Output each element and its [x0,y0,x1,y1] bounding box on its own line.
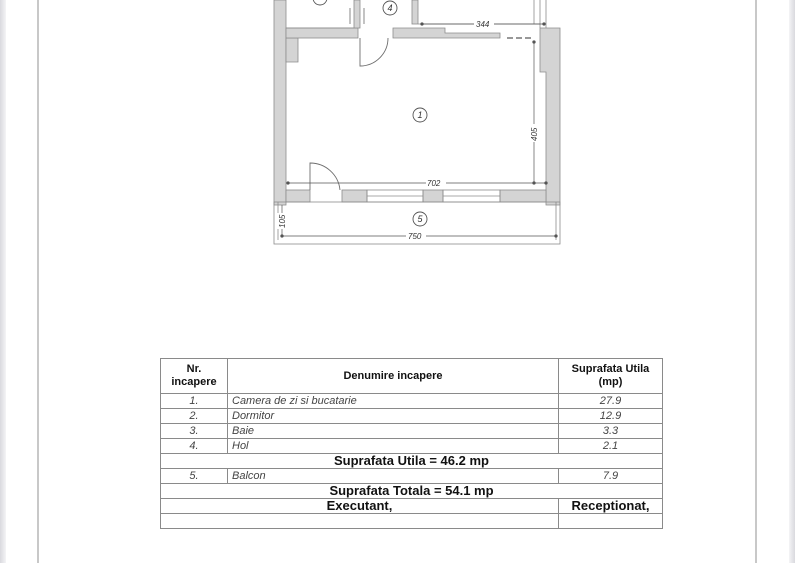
subtotal-row [161,454,663,469]
room-area-table [160,358,663,529]
header-area: Suprafata Utila (mp) [559,359,663,394]
receptionat-label: Receptionat, [559,499,663,514]
dim-balcony-width: 750 [408,232,422,241]
dim-living-height: 405 [530,127,539,141]
signature-box-row [161,514,663,529]
subtotal-useful-area: Suprafata Utila = 46.2 mp [161,454,663,469]
page-border-left [37,0,39,563]
receptionat-signature-box [559,514,663,529]
signature-header-row [161,499,663,514]
total-area: Suprafata Totala = 54.1 mp [161,484,663,499]
table-row-balcony: 5. Balcon 7.9 [161,469,663,484]
room-label-4: 4 [387,3,393,13]
executant-label: Executant, [161,499,559,514]
table-row: 3. Baie 3.3 [161,424,663,439]
header-name: Denumire incapere [228,359,559,394]
dim-balcony-depth: 105 [278,214,287,228]
room-label-1: 1 [417,110,423,120]
total-row [161,484,663,499]
room-label-5: 5 [417,214,423,224]
dim-living-width: 702 [427,179,441,188]
page-border-right [755,0,757,563]
viewer-left-edge [0,0,6,563]
table-row: 2. Dormitor 12.9 [161,409,663,424]
table-header-row [161,359,663,394]
table-row: 4. Hol 2.1 [161,439,663,454]
dim-hol-width: 344 [476,20,490,29]
header-nr: Nr. incapere [161,359,228,394]
table-row: 1. Camera de zi si bucatarie 27.9 [161,394,663,409]
floor-plan [270,0,570,250]
viewer-right-edge [789,0,795,563]
executant-signature-box [161,514,559,529]
